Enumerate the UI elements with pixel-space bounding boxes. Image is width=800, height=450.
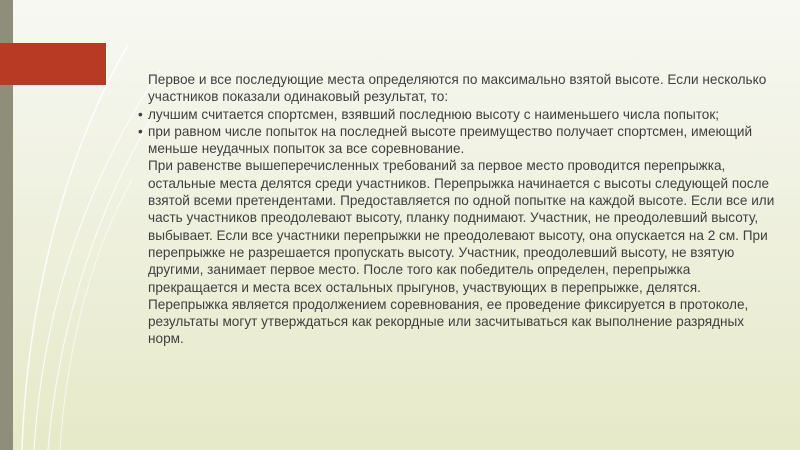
bullet-item xyxy=(138,123,778,158)
bullet-icon: • xyxy=(138,106,143,122)
intro-paragraph: Первое и все последующие места определяются по максимально взятой высоте. Если несколько участников показали одинаковый результат, то: xyxy=(148,72,767,105)
bullet-text: при равном числе попыток на последней высоте преимущество получает спортсмен, имеющий меньше неудачных попыток за все соревнование. xyxy=(148,123,753,157)
bullet-item xyxy=(138,106,778,123)
bullet-icon: • xyxy=(138,123,143,139)
closing-paragraph: При равенстве вышеперечисленных требований за первое место проводится перепрыжка, остальные места делятся среди участников. Перепрыжка начинается с высоты следующей после взятой всеми претендентами. Предоставляется по одной попытке на каждой высоте. Если все или часть участников преодолевают высоту, планку поднимают. Участник, не преодолевший высоту, выбывает. Если все участники перепрыжки не преодолевают высоту, она опускается на 2 см. При перепрыжке не разрешается пропускать высоту. Участник, преодолевший высоту, не взятую другими, занимает первое место. После того как победитель определен, перепрыжка прекращается и места всех остальных прыгунов, участвующих в перепрыжке, делятся. Перепрыжка является продолжением соревнования, ее проведение фиксируется в протоколе, результаты могут утверждаться как рекордные или засчитываться как выполнение разрядных норм. xyxy=(148,158,775,347)
slide-body xyxy=(138,71,778,348)
bullet-text: лучшим считается спортсмен, взявший последнюю высоту с наименьшего числа попыток; xyxy=(148,106,720,122)
curve-line-1 xyxy=(22,45,128,450)
curve-line-3 xyxy=(48,120,150,450)
